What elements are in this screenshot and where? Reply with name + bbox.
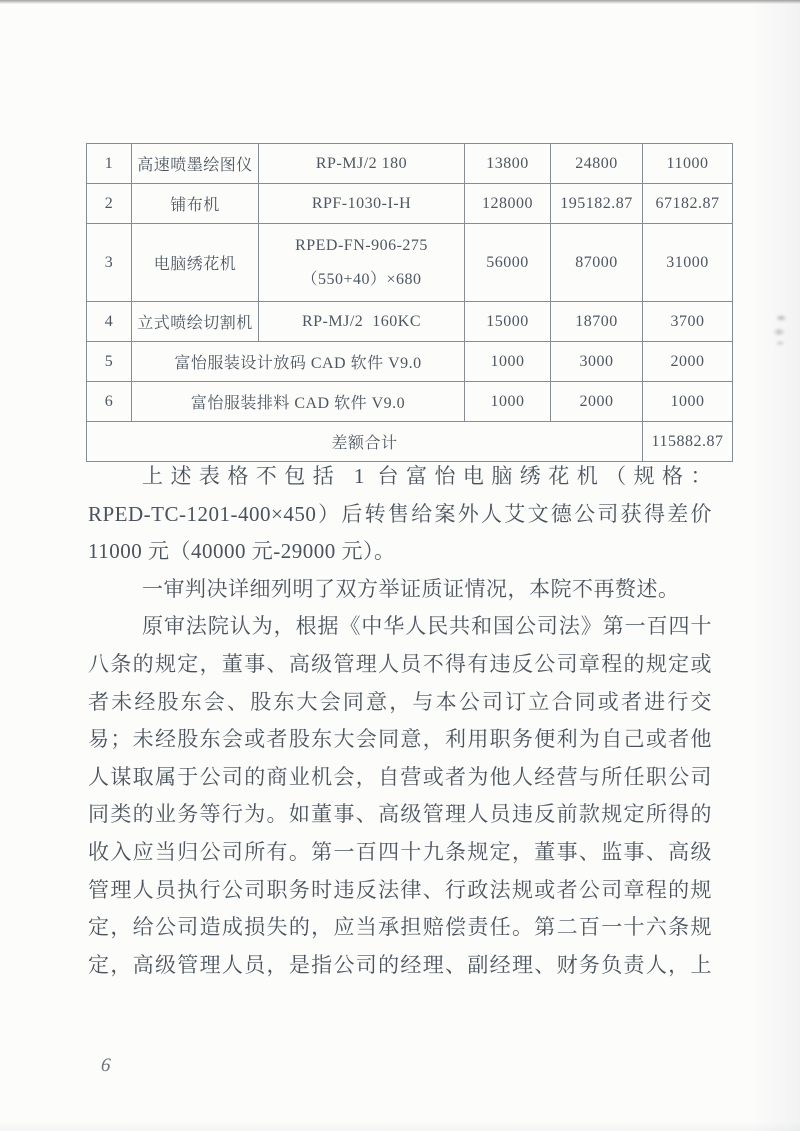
table-row [87,342,733,382]
cell-item-name: 高速喷墨绘图仪 [132,144,259,184]
cell-difference: 3700 [643,302,733,342]
paragraph-1-line: RPED-TC-1201-400×450）后转售给案外人艾文德公司获得差价 [88,501,712,526]
cell-spec [259,224,465,302]
table-row [87,302,733,342]
paragraph-3-line: 定，高级管理人员，是指公司的经理、副经理、财务负责人，上 [88,952,712,977]
cell-index: 2 [87,184,132,224]
scan-shadow-right [752,0,800,1131]
cell-difference: 2000 [643,342,733,382]
cell-spec: RP-MJ/2 180 [259,144,465,184]
cell-index: 5 [87,342,132,382]
cell-difference: 11000 [643,144,733,184]
cell-price: 15000 [465,302,551,342]
paragraph-3-line: 八条的规定，董事、高级管理人员不得有违反公司章程的规定或 [88,651,712,676]
scan-shadow-bottom [0,1121,800,1131]
paragraph-3-line: 易；未经股东会或者股东大会同意，利用职务便利为自己或者他 [88,727,712,752]
spec-line-2: （550+40）×680 [301,270,422,288]
paragraph-3-line: 原审法院认为，根据《中华人民共和国公司法》第一百四十 [142,614,712,639]
cell-index: 1 [87,144,132,184]
equipment-price-table [86,143,733,462]
paragraph-3-line: 管理人员执行公司职务时违反法律、行政法规或者公司章程的规 [88,877,712,902]
scan-edge-artifact [0,0,800,4]
paragraph-3-line: 人谋取属于公司的商业机会，自营或者为他人经营与所任职公司 [88,764,712,789]
paragraph-1-line: 上述表格不包括 1 台富怡电脑绣花机（规格： [142,464,712,488]
cell-price: 1000 [465,342,551,382]
cell-price: 13800 [465,144,551,184]
cell-assessed: 195182.87 [551,184,643,224]
paragraph-3-line: 同类的业务等行为。如董事、高级管理人员违反前款规定所得的 [88,802,712,827]
cell-assessed: 3000 [551,342,643,382]
page-number: 6 [100,1055,112,1076]
cell-assessed: 24800 [551,144,643,184]
paragraph-1-line: 11000 元（40000 元-29000 元）。 [88,539,396,564]
cell-index: 4 [87,302,132,342]
cell-item-merged: 富怡服装设计放码 CAD 软件 V9.0 [132,342,465,382]
cell-assessed: 87000 [551,224,643,302]
cell-spec: RP-MJ/2 160KC [259,302,465,342]
cell-index: 3 [87,224,132,302]
cell-price: 56000 [465,224,551,302]
total-value-cell: 115882.87 [643,422,733,462]
cell-item-merged: 富怡服装排料 CAD 软件 V9.0 [132,382,465,422]
table-total-row [87,422,733,462]
cell-difference: 67182.87 [643,184,733,224]
table-row [87,382,733,422]
paragraph-3-line: 定，给公司造成损失的，应当承担赔偿责任。第二百一十六条规 [88,915,712,940]
cell-item-name: 铺布机 [132,184,259,224]
cell-index: 6 [87,382,132,422]
table-row [87,224,733,302]
table-row [87,184,733,224]
cell-difference: 1000 [643,382,733,422]
total-label-cell: 差额合计 [87,422,643,462]
cell-difference: 31000 [643,224,733,302]
cell-price: 1000 [465,382,551,422]
cell-assessed: 2000 [551,382,643,422]
spec-line-1: RPED-FN-906-275 [295,236,428,254]
scan-smudge [768,308,790,348]
cell-assessed: 18700 [551,302,643,342]
cell-item-name: 立式喷绘切割机 [132,302,259,342]
cell-spec: RPF-1030-I-H [259,184,465,224]
paragraph-2-line: 一审判决详细列明了双方举证质证情况，本院不再赘述。 [142,576,680,601]
table-row [87,144,733,184]
paragraph-3-line: 者未经股东会、股东大会同意，与本公司订立合同或者进行交 [88,689,712,714]
judgment-body-text [88,458,712,984]
cell-price: 128000 [465,184,551,224]
paragraph-3-line: 收入应当归公司所有。第一百四十九条规定，董事、监事、高级 [88,839,712,864]
cell-item-name: 电脑绣花机 [132,224,259,302]
